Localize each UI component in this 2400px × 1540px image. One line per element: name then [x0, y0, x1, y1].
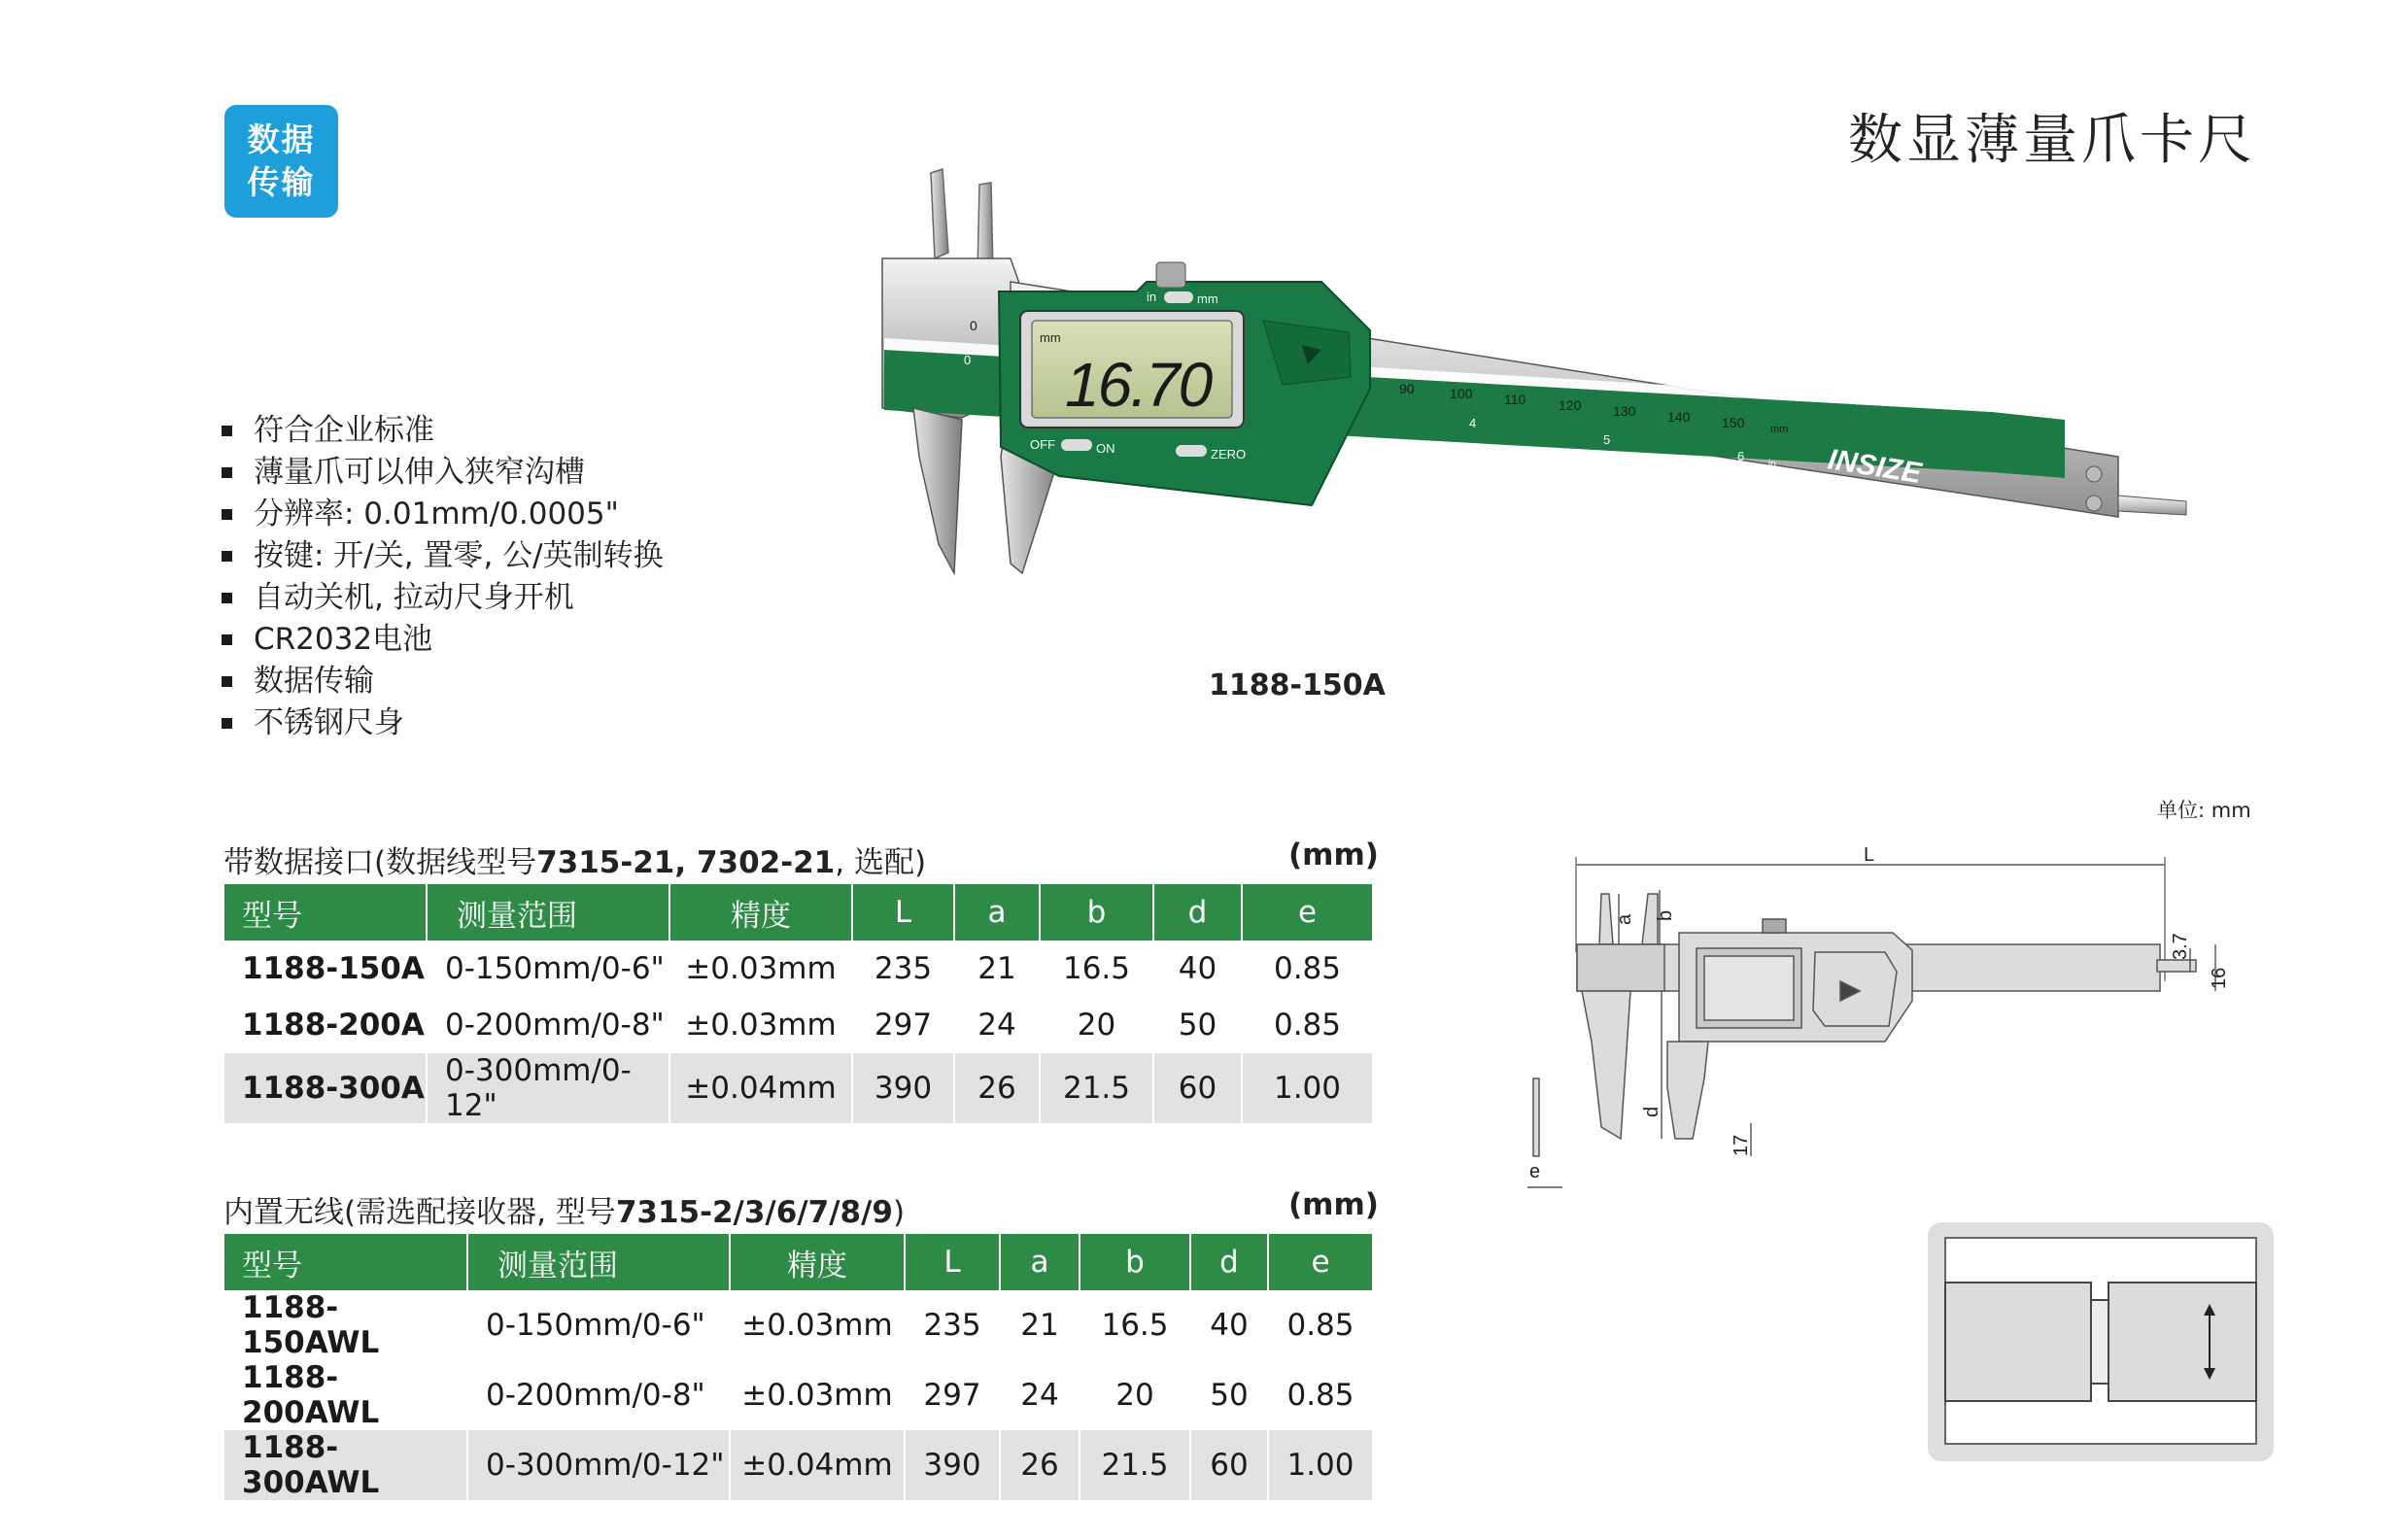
table-header-row [224, 1234, 1372, 1290]
unit-label: 单位: mm [2157, 799, 2251, 822]
scale-label: 0 [970, 318, 977, 333]
feature-item: 分辨率: 0.01mm/0.0005" [222, 494, 664, 535]
badge-line-2: 传输 [247, 163, 316, 201]
insize-brand-logo: INSIZE [1825, 443, 1924, 491]
feature-item: 数据传输 [222, 661, 664, 702]
page-title: 数显薄量爪卡尺 [1848, 109, 2256, 172]
col-header-L: L [905, 1234, 1000, 1290]
scale-label: 130 [1613, 403, 1636, 419]
dim-e: e [1529, 1161, 1541, 1182]
off-label: OFF [1030, 437, 1055, 452]
table-header-row [224, 884, 1372, 941]
table1-title: 带数据接口(数据线型号7315-21, 7302-21, 选配) [223, 845, 927, 880]
badge-line-1: 数据 [247, 120, 316, 158]
col-header-a: a [1000, 1234, 1080, 1290]
spec-table-data-port [224, 884, 1372, 1123]
dim-a: a [1614, 913, 1635, 925]
dimension-drawing [1504, 836, 2230, 1195]
bullet-square-icon [222, 718, 232, 729]
col-header-b: b [1080, 1234, 1190, 1290]
bullet-square-icon [222, 634, 232, 645]
mm-label: mm [1197, 291, 1218, 306]
col-header-b: b [1040, 884, 1153, 941]
table-row: 1188-200AWL 0-200mm/0-8" ±0.03mm 297 24 20 50 0.85 [224, 1360, 1372, 1430]
jaw-section-inset [1928, 1222, 2274, 1461]
feature-item: 按键: 开/关, 置零, 公/英制转换 [222, 535, 664, 577]
feature-item: 符合企业标准 [222, 410, 664, 452]
col-header-e: e [1242, 884, 1372, 941]
scale-label: 150 [1722, 415, 1745, 430]
scale-unit: mm [1770, 424, 1789, 435]
feature-item: 自动关机, 拉动尺身开机 [222, 577, 664, 619]
col-header-L: L [852, 884, 954, 941]
dim-17: 17 [1731, 1134, 1752, 1156]
scale-label: 110 [1504, 392, 1526, 407]
data-transfer-badge [224, 105, 338, 218]
scale-label: 100 [1450, 386, 1473, 401]
col-header-d: d [1190, 1234, 1268, 1290]
product-model-caption: 1188-150A [1209, 668, 1386, 702]
table-row: 1188-150A 0-150mm/0-6" ±0.03mm 235 21 16.5 40 0.85 [224, 941, 1372, 997]
feature-item: CR2032电池 [222, 619, 664, 661]
inch-label: 0 [964, 353, 972, 367]
col-header-d: d [1153, 884, 1242, 941]
feature-item: 薄量爪可以伸入狭窄沟槽 [222, 452, 664, 494]
feature-list [222, 410, 664, 744]
table-row: 1188-200A 0-200mm/0-8" ±0.03mm 297 24 20 50 0.85 [224, 997, 1372, 1053]
dim-16: 16 [2209, 967, 2230, 989]
table1-unit: (mm) [1288, 838, 1379, 873]
col-header-e: e [1268, 1234, 1372, 1290]
bullet-square-icon [222, 676, 232, 687]
scale-label: 90 [1399, 381, 1415, 396]
feature-item: 不锈钢尺身 [222, 702, 664, 744]
bullet-square-icon [222, 426, 232, 436]
col-header-accuracy: 精度 [669, 884, 852, 941]
dim-3-7: 3.7 [2170, 933, 2191, 960]
in-label: in [1147, 290, 1157, 304]
dim-d: d [1641, 1106, 1663, 1117]
lcd-reading: 16.70 [1065, 350, 1212, 420]
bullet-square-icon [222, 593, 232, 603]
on-label: ON [1096, 441, 1115, 456]
scale-label: 120 [1559, 397, 1582, 413]
dim-L: L [1864, 844, 1875, 866]
col-header-model: 型号 [224, 884, 427, 941]
bullet-square-icon [222, 509, 232, 520]
table2-title: 内置无线(需选配接收器, 型号7315-2/3/6/7/8/9) [223, 1195, 906, 1230]
inch-label: 6 [1737, 449, 1745, 463]
table-row: 1188-300AWL 0-300mm/0-12" ±0.04mm 390 26 21.5 60 1.00 [224, 1430, 1372, 1500]
inch-label: 5 [1603, 432, 1611, 447]
zero-label: ZERO [1211, 447, 1247, 462]
bullet-square-icon [222, 467, 232, 478]
table-row: 1188-300A 0-300mm/0-12" ±0.04mm 390 26 21.5 60 1.00 [224, 1053, 1372, 1123]
dim-b: b [1655, 909, 1676, 921]
scale-label: 140 [1667, 409, 1691, 425]
lcd-unit: mm [1040, 330, 1061, 345]
col-header-range: 测量范围 [427, 884, 669, 941]
col-header-a: a [954, 884, 1040, 941]
col-header-accuracy: 精度 [730, 1234, 905, 1290]
bullet-square-icon [222, 551, 232, 562]
col-header-range: 测量范围 [467, 1234, 730, 1290]
col-header-model: 型号 [224, 1234, 467, 1290]
digital-caliper-image [855, 165, 2206, 622]
table2-unit: (mm) [1288, 1187, 1379, 1222]
inch-label: 4 [1469, 416, 1477, 430]
spec-table-wireless [224, 1234, 1372, 1500]
table-row: 1188-150AWL 0-150mm/0-6" ±0.03mm 235 21 16.5 40 0.85 [224, 1290, 1372, 1360]
inch-unit: in [1768, 459, 1776, 469]
